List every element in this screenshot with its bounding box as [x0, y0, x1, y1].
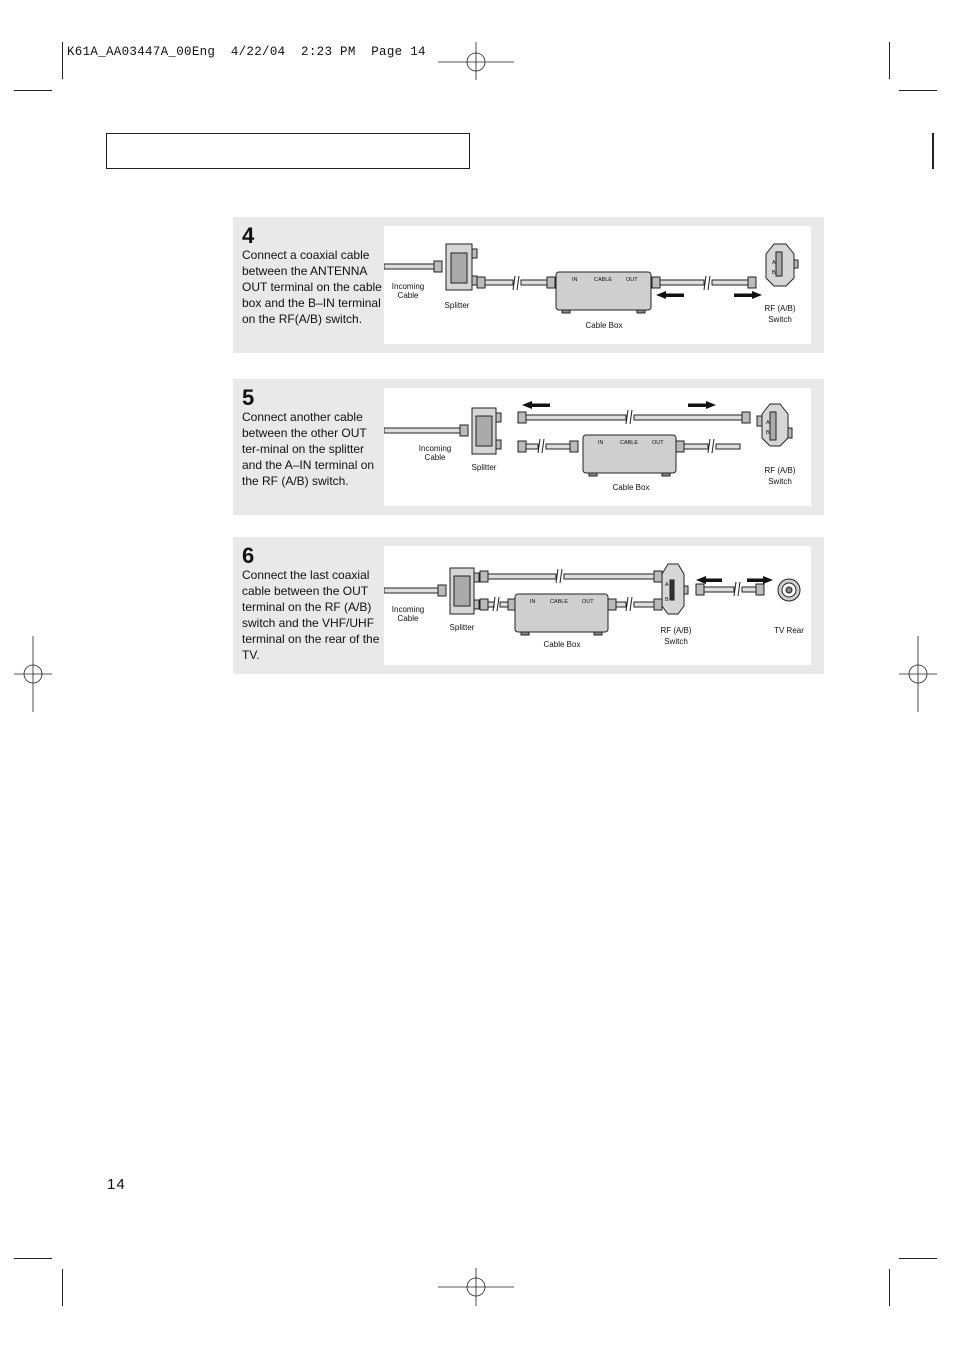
svg-text:Incoming: Incoming — [418, 444, 452, 453]
svg-text:CABLE: CABLE — [550, 599, 569, 605]
step-instructions: Connect another cable between the other OUT ter-minal on the splitter and the A–IN terminal on the RF (A/B) switch. — [242, 410, 375, 488]
svg-text:B: B — [766, 430, 770, 436]
svg-text:RF (A/B): RF (A/B) — [764, 304, 796, 313]
svg-text:Switch: Switch — [768, 315, 792, 324]
svg-text:IN: IN — [572, 277, 578, 283]
step-number: 5 — [242, 385, 255, 410]
svg-text:CABLE: CABLE — [620, 440, 639, 446]
svg-text:Switch: Switch — [768, 477, 792, 486]
svg-text:Cable: Cable — [424, 453, 446, 462]
svg-text:TV Rear: TV Rear — [774, 626, 804, 635]
page-number: 14 — [107, 1176, 126, 1193]
svg-text:B: B — [665, 597, 669, 603]
step-instructions: Connect the last coaxial cable between the OUT terminal on the RF (A/B) switch and the VHF/UHF terminal on the rear of the TV. — [242, 568, 380, 662]
section-header-box — [106, 133, 470, 169]
svg-text:RF (A/B): RF (A/B) — [764, 466, 796, 475]
svg-text:A: A — [665, 582, 669, 588]
connection-diagram — [384, 226, 811, 344]
step-4-panel — [233, 217, 824, 353]
svg-text:Cable: Cable — [397, 291, 419, 300]
step-5-panel — [233, 379, 824, 515]
step-number: 6 — [242, 543, 255, 568]
svg-text:IN: IN — [598, 440, 604, 446]
svg-text:A: A — [766, 420, 770, 426]
svg-text:Cable Box: Cable Box — [585, 321, 623, 330]
svg-text:OUT: OUT — [582, 599, 594, 605]
svg-text:Switch: Switch — [664, 637, 688, 646]
svg-text:Cable Box: Cable Box — [612, 483, 650, 492]
svg-text:OUT: OUT — [652, 440, 664, 446]
svg-text:RF (A/B): RF (A/B) — [660, 626, 692, 635]
svg-text:OUT: OUT — [626, 277, 638, 283]
svg-text:IN: IN — [530, 599, 536, 605]
step-number: 4 — [242, 223, 255, 248]
connection-diagram — [384, 546, 811, 665]
svg-text:Incoming: Incoming — [391, 282, 425, 291]
svg-text:Cable Box: Cable Box — [543, 640, 581, 649]
svg-text:Incoming: Incoming — [391, 605, 425, 614]
svg-text:Splitter: Splitter — [444, 301, 470, 310]
svg-text:Splitter: Splitter — [471, 463, 497, 472]
svg-text:Splitter: Splitter — [449, 623, 475, 632]
step-instructions: Connect a coaxial cable between the ANTENNA OUT terminal on the cable box and the B–IN terminal on the RF(A/B) switch. — [242, 248, 382, 326]
print-slug-line: K61A_AA03447A_00Eng 4/22/04 2:23 PM Page 14 — [67, 45, 426, 59]
svg-text:B: B — [772, 270, 776, 276]
svg-text:CABLE: CABLE — [594, 277, 613, 283]
connection-diagram — [384, 388, 811, 506]
svg-text:Cable: Cable — [397, 614, 419, 623]
svg-text:A: A — [772, 260, 776, 266]
step-6-panel — [233, 537, 824, 674]
